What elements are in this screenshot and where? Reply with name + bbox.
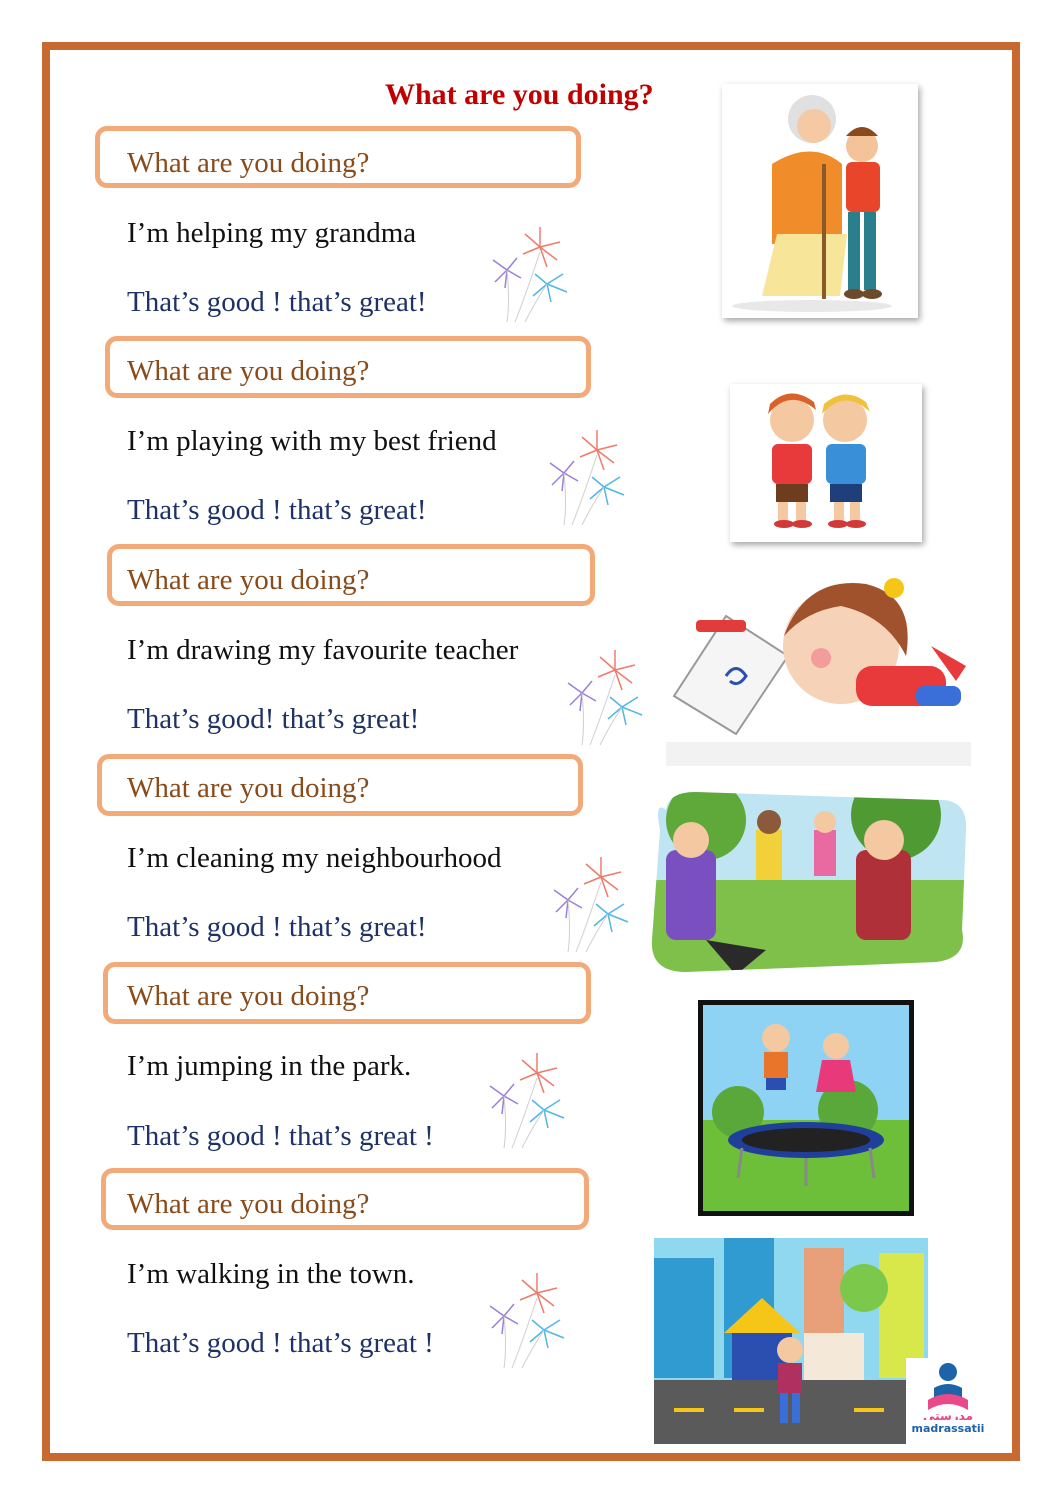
town-walking-illustration <box>654 1238 928 1444</box>
response-4: That’s good ! that’s great! <box>127 911 427 943</box>
best-friends-illustration <box>730 384 922 542</box>
question-3: What are you doing? <box>127 564 370 596</box>
grandma-boy-illustration <box>722 84 918 318</box>
question-2: What are you doing? <box>127 355 370 387</box>
logo-emblem-icon <box>906 1358 990 1420</box>
answer-4: I’m cleaning my neighbourhood <box>127 842 502 874</box>
answer-6: I’m walking in the town. <box>127 1258 415 1290</box>
response-2: That’s good ! that’s great! <box>127 494 427 526</box>
fireworks-icon <box>485 222 580 327</box>
trampoline-jumping-illustration <box>698 1000 914 1216</box>
cleaning-neighbourhood-illustration <box>646 790 972 982</box>
question-5: What are you doing? <box>127 980 370 1012</box>
answer-3: I’m drawing my favourite teacher <box>127 634 519 666</box>
answer-1: I’m helping my grandma <box>127 217 417 249</box>
question-1: What are you doing? <box>127 147 370 179</box>
question-6: What are you doing? <box>127 1188 370 1220</box>
fireworks-icon <box>482 1268 577 1373</box>
logo-text: madrassatii <box>911 1422 985 1435</box>
answer-5: I’m jumping in the park. <box>127 1050 412 1082</box>
girl-drawing-illustration <box>666 566 971 766</box>
fireworks-icon <box>482 1048 577 1153</box>
page-title: What are you doing? <box>385 78 654 111</box>
response-5: That’s good ! that’s great ! <box>127 1120 434 1152</box>
logo-arabic-text: مدرستي <box>922 1409 974 1420</box>
question-4: What are you doing? <box>127 772 370 804</box>
fireworks-icon <box>546 852 641 957</box>
fireworks-icon <box>542 425 637 530</box>
response-1: That’s good ! that’s great! <box>127 286 427 318</box>
response-3: That’s good! that’s great! <box>127 703 420 735</box>
madrassatii-logo <box>906 1358 990 1444</box>
fireworks-icon <box>560 645 655 750</box>
answer-2: I’m playing with my best friend <box>127 425 497 457</box>
response-6: That’s good ! that’s great ! <box>127 1327 434 1359</box>
